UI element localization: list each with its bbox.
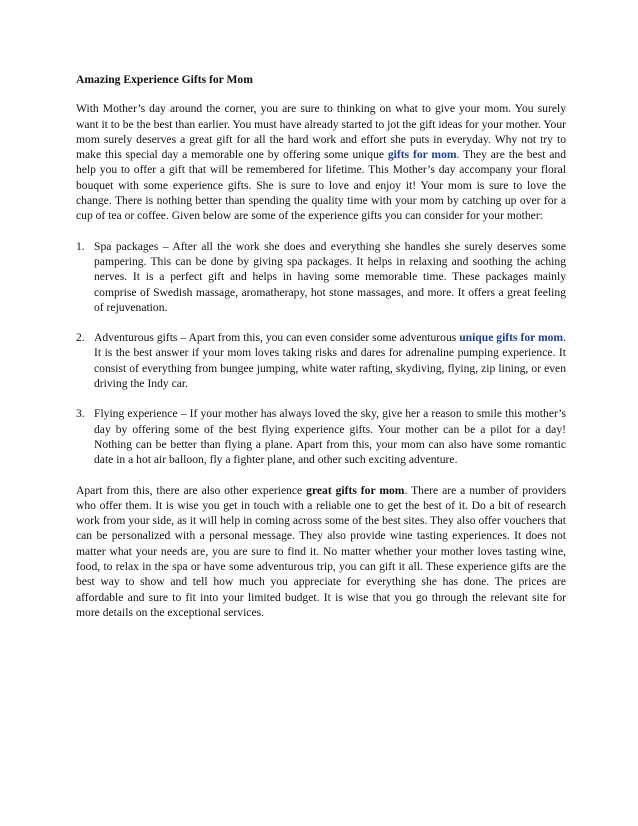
list-item-spa [76, 239, 566, 315]
list-item-text-start: Adventurous gifts – Apart from this, you can even consider some adventurous [94, 331, 460, 345]
intro-text-start: With Mother’s day around the corner, you are sure to thinking on what to give your mom. You surely want it to be the best than earlier. You must have already started to jot the gift ideas for your mother. Your mom surely deserves a great gift for all the hard work and effort she puts in everyday. Why not try to make this special day a memorable one by offering some unique [76, 102, 566, 162]
list-number: 1. [76, 239, 85, 253]
closing-paragraph [76, 483, 566, 621]
list-item-flying [76, 406, 566, 467]
list-number: 3. [76, 407, 85, 421]
list-number: 2. [76, 331, 85, 345]
closing-text-start: Apart from this, there are also other experience [76, 483, 307, 497]
document-title: Amazing Experience Gifts for Mom [76, 73, 253, 86]
list-item-text: Flying experience – If your mother has always loved the sky, give her a reason to smile this mother’s day by offering some of the best flying experience gifts. Your mother can be a pilot for a day! Nothing can be better than flying a plane. Apart from this, your mom can also have some romantic date in a hot air balloon, fly a fighter plane, and other such exciting adventure. [94, 407, 566, 467]
list-item-text: Spa packages – After all the work she does and everything she handles she surely deserves some pampering. This can be done by giving spa packages. It helps in relaxing and soothing the aching nerves. It is a perfect gift and helps in having some memorable time. These packages mainly comprise of Swedish massage, aromatherapy, hot stone massages, and more. It offers a great feeling of rejuvenation. [94, 239, 566, 314]
closing-text-end: . There are a number of providers who offer them. It is wise you get in touch with a reliable one to get the best of it. Do a bit of research work from your side, as it will help in coming across some of the best sites. They also offer vouchers that can be personalized with a personal message. They also provide wine tasting experiences. It does not matter what your needs are, you are sure to find it. No matter whether your mother loves tasting wine, food, to relax in the spa or have some adventurous trip, you can gift it all. These experience gifts are the best way to show and tell how much you appreciate for everything she has done. The prices are affordable and sure to fit into your limited budget. It is wise that you go through the relevant site for more details on the exceptional services. [76, 483, 566, 619]
gifts-for-mom-link[interactable]: gifts for mom [387, 148, 457, 162]
great-gifts-for-mom-bold: great gifts for mom [306, 483, 405, 497]
experience-gift-list [76, 239, 566, 468]
list-item-adventurous [76, 330, 566, 391]
intro-paragraph [76, 101, 566, 223]
list-item-text-end: . It is the best answer if your mom loves taking risks and dares for adrenaline pumping experience. It consist of everything from bungee jumping, white water rafting, skydiving, flying, zip lining, or even driving the Indy car. [94, 331, 566, 391]
unique-gifts-for-mom-link[interactable]: unique gifts for mom [459, 331, 564, 345]
intro-text-end: . They are the best and help you to offer a gift that will be remembered for lifetime. This Mother’s day accompany your floral bouquet with some experience gifts. She is sure to love and enjoy it! Your mom is sure to love the change. There is nothing better than spending the quality time with your mom by catching up over for a cup of tea or coffee. Given below are some of the experience gifts you can consider for your mother: [76, 148, 566, 223]
